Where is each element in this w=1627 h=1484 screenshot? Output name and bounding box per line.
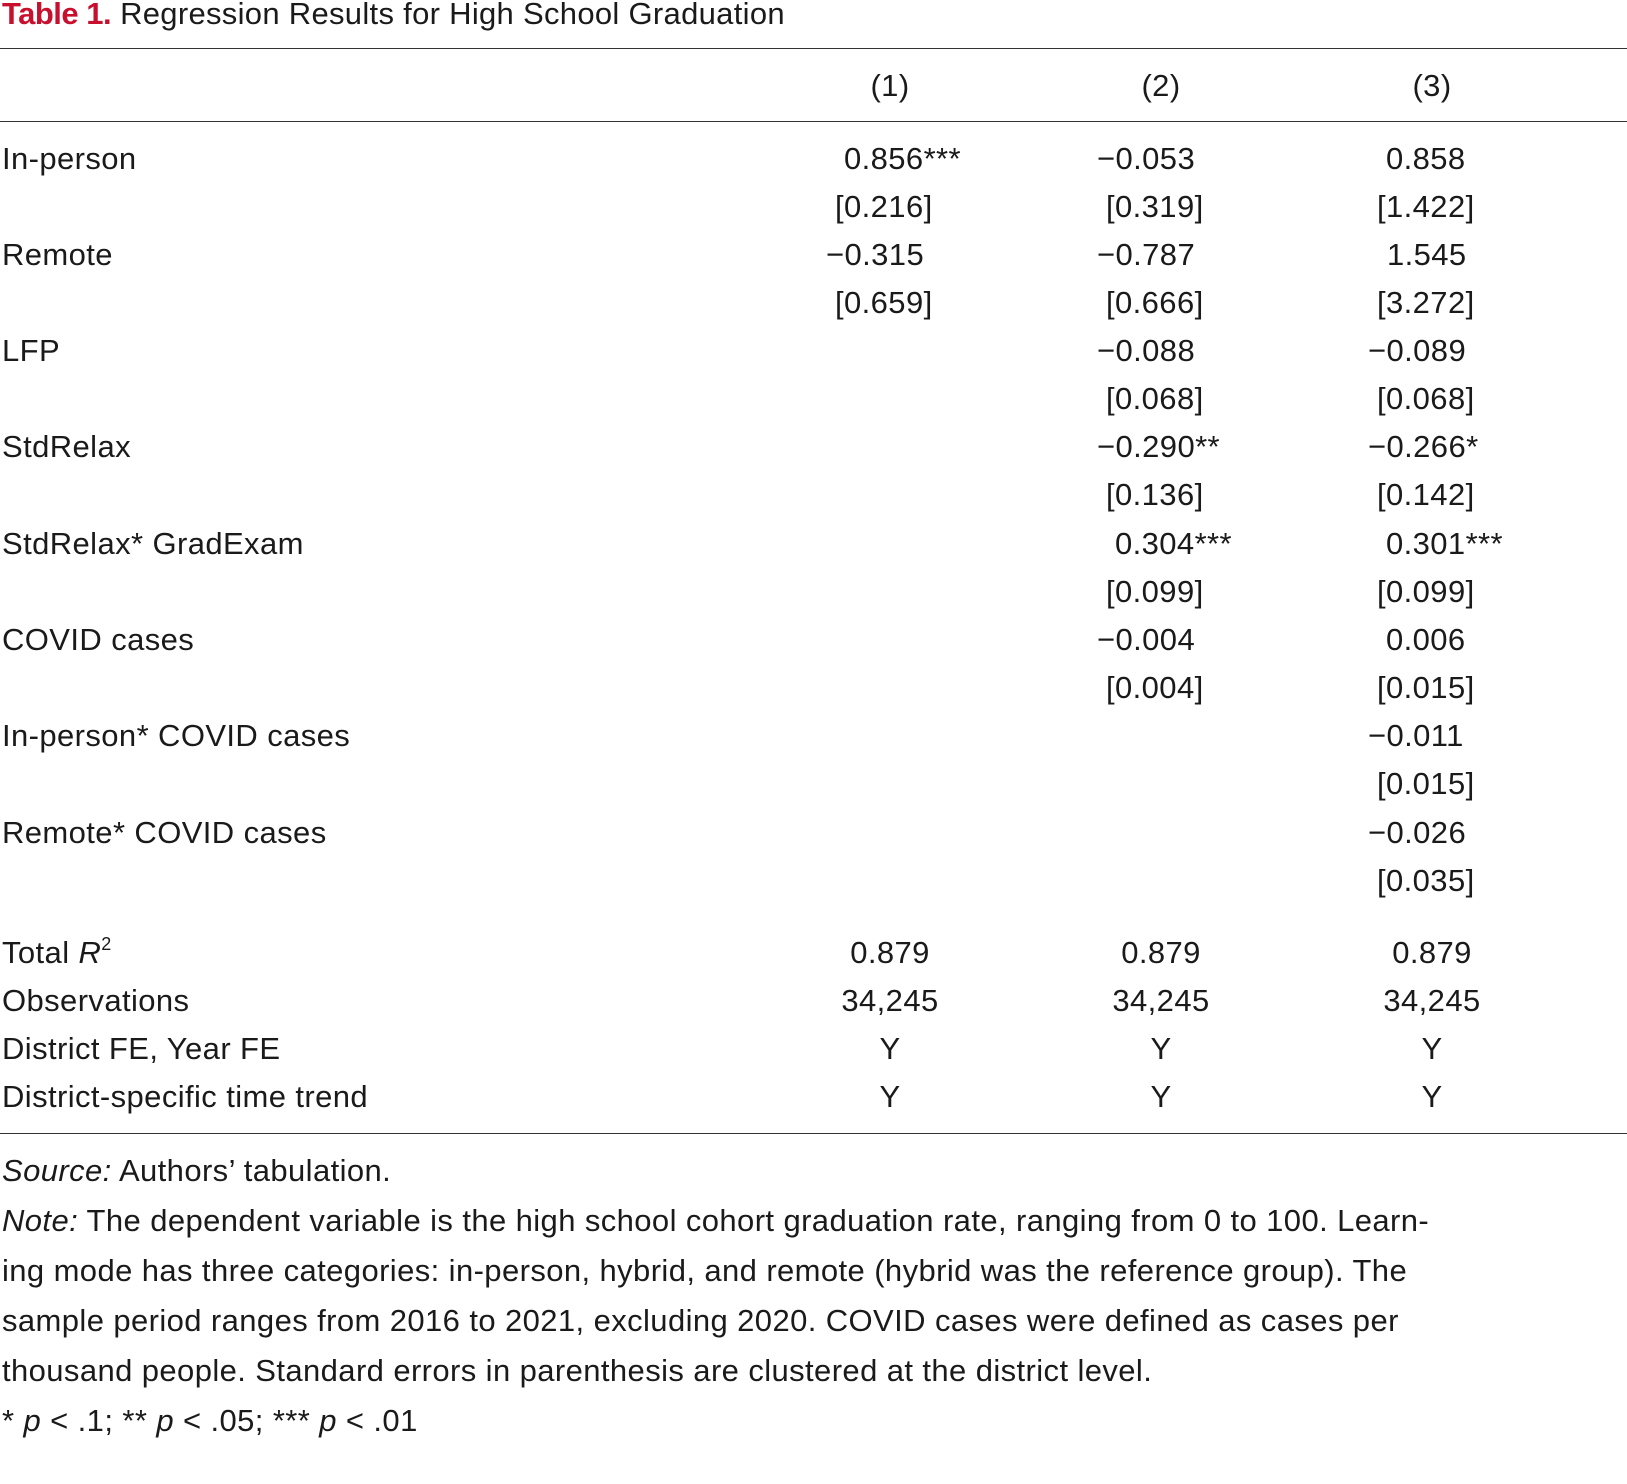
stat-cell: 0.879	[850, 935, 930, 970]
coef-cell: 0.856***	[844, 141, 961, 176]
row-label: LFP	[2, 333, 61, 368]
se-cell: [0.099]	[1106, 574, 1204, 609]
table-label: Table 1.	[2, 0, 112, 31]
note-line: Note: The dependent variable is the high school cohort graduation rate, ranging from 0 to 100. Learn-	[2, 1203, 1430, 1238]
stat-cell: 0.879	[1392, 935, 1472, 970]
stat-label: Observations	[2, 983, 190, 1018]
coef-cell: 0.006	[1386, 622, 1466, 657]
se-cell: [0.666]	[1106, 285, 1204, 320]
coef-cell: 1.545	[1387, 237, 1467, 272]
coef-cell: −0.787	[1097, 237, 1196, 272]
coef-cell: −0.011	[1368, 718, 1464, 753]
note-line: thousand people. Standard errors in parenthesis are clustered at the district level.	[2, 1353, 1153, 1388]
se-cell: [0.015]	[1377, 670, 1475, 705]
se-cell: [0.136]	[1106, 477, 1204, 512]
row-label: StdRelax	[2, 429, 131, 464]
se-cell: [0.068]	[1106, 381, 1204, 416]
stat-cell: Y	[1150, 1031, 1172, 1066]
row-label: Remote* COVID cases	[2, 815, 327, 850]
row-label: In-person	[2, 141, 137, 176]
stat-cell: 34,245	[1383, 983, 1481, 1018]
se-cell: [0.319]	[1106, 189, 1204, 224]
row-label: Remote	[2, 237, 113, 272]
column-header-3: (3)	[1412, 68, 1452, 103]
coef-cell: −0.004	[1097, 622, 1196, 657]
se-cell: [0.142]	[1377, 477, 1475, 512]
top-rule	[0, 48, 1627, 49]
note-line: sample period ranges from 2016 to 2021, excluding 2020. COVID cases were defined as cases per	[2, 1303, 1399, 1338]
source-line: Source: Authors’ tabulation.	[2, 1153, 392, 1188]
coef-cell: −0.089	[1368, 333, 1467, 368]
stat-cell: 34,245	[841, 983, 939, 1018]
coef-cell: −0.266*	[1368, 429, 1479, 464]
se-cell: [0.099]	[1377, 574, 1475, 609]
column-header-2: (2)	[1141, 68, 1181, 103]
row-label: StdRelax* GradExam	[2, 526, 304, 561]
coef-cell: −0.053	[1097, 141, 1196, 176]
bottom-rule	[0, 1133, 1627, 1134]
se-cell: [0.015]	[1377, 766, 1475, 801]
se-cell: [0.004]	[1106, 670, 1204, 705]
coef-cell: −0.088	[1097, 333, 1196, 368]
stat-label: District-specific time trend	[2, 1079, 369, 1114]
stat-label-r2: Total $R^2$	[2, 934, 112, 970]
se-cell: [0.068]	[1377, 381, 1475, 416]
row-label: In-person* COVID cases	[2, 718, 351, 753]
stat-label: District FE, Year FE	[2, 1031, 281, 1066]
coef-cell: 0.301***	[1386, 526, 1503, 561]
se-cell: [1.422]	[1377, 189, 1475, 224]
se-cell: [3.272]	[1377, 285, 1475, 320]
se-cell: [0.035]	[1377, 863, 1475, 898]
stat-cell: 34,245	[1112, 983, 1210, 1018]
table-notes	[2, 1146, 1602, 1446]
stat-cell: 0.879	[1121, 935, 1201, 970]
stat-cell: Y	[879, 1079, 901, 1114]
coef-cell: 0.304***	[1115, 526, 1232, 561]
se-cell: [0.216]	[835, 189, 933, 224]
stat-cell: Y	[1421, 1031, 1443, 1066]
stat-cell: Y	[879, 1031, 901, 1066]
coef-cell: 0.858	[1386, 141, 1466, 176]
stat-cell: Y	[1421, 1079, 1443, 1114]
header-rule	[0, 121, 1627, 122]
coef-cell: −0.315	[826, 237, 925, 272]
table-caption	[2, 0, 785, 36]
stat-cell: Y	[1150, 1079, 1172, 1114]
column-header-1: (1)	[870, 68, 910, 103]
row-label: COVID cases	[2, 622, 195, 657]
coef-cell: −0.290**	[1097, 429, 1221, 464]
se-cell: [0.659]	[835, 285, 933, 320]
significance-legend: * p < .1; ** p < .05; *** p < .01	[2, 1403, 418, 1438]
table-title: Regression Results for High School Graduation	[120, 0, 785, 31]
note-line: ing mode has three categories: in-person, hybrid, and remote (hybrid was the reference group). The	[2, 1253, 1408, 1288]
coef-cell: −0.026	[1368, 815, 1467, 850]
